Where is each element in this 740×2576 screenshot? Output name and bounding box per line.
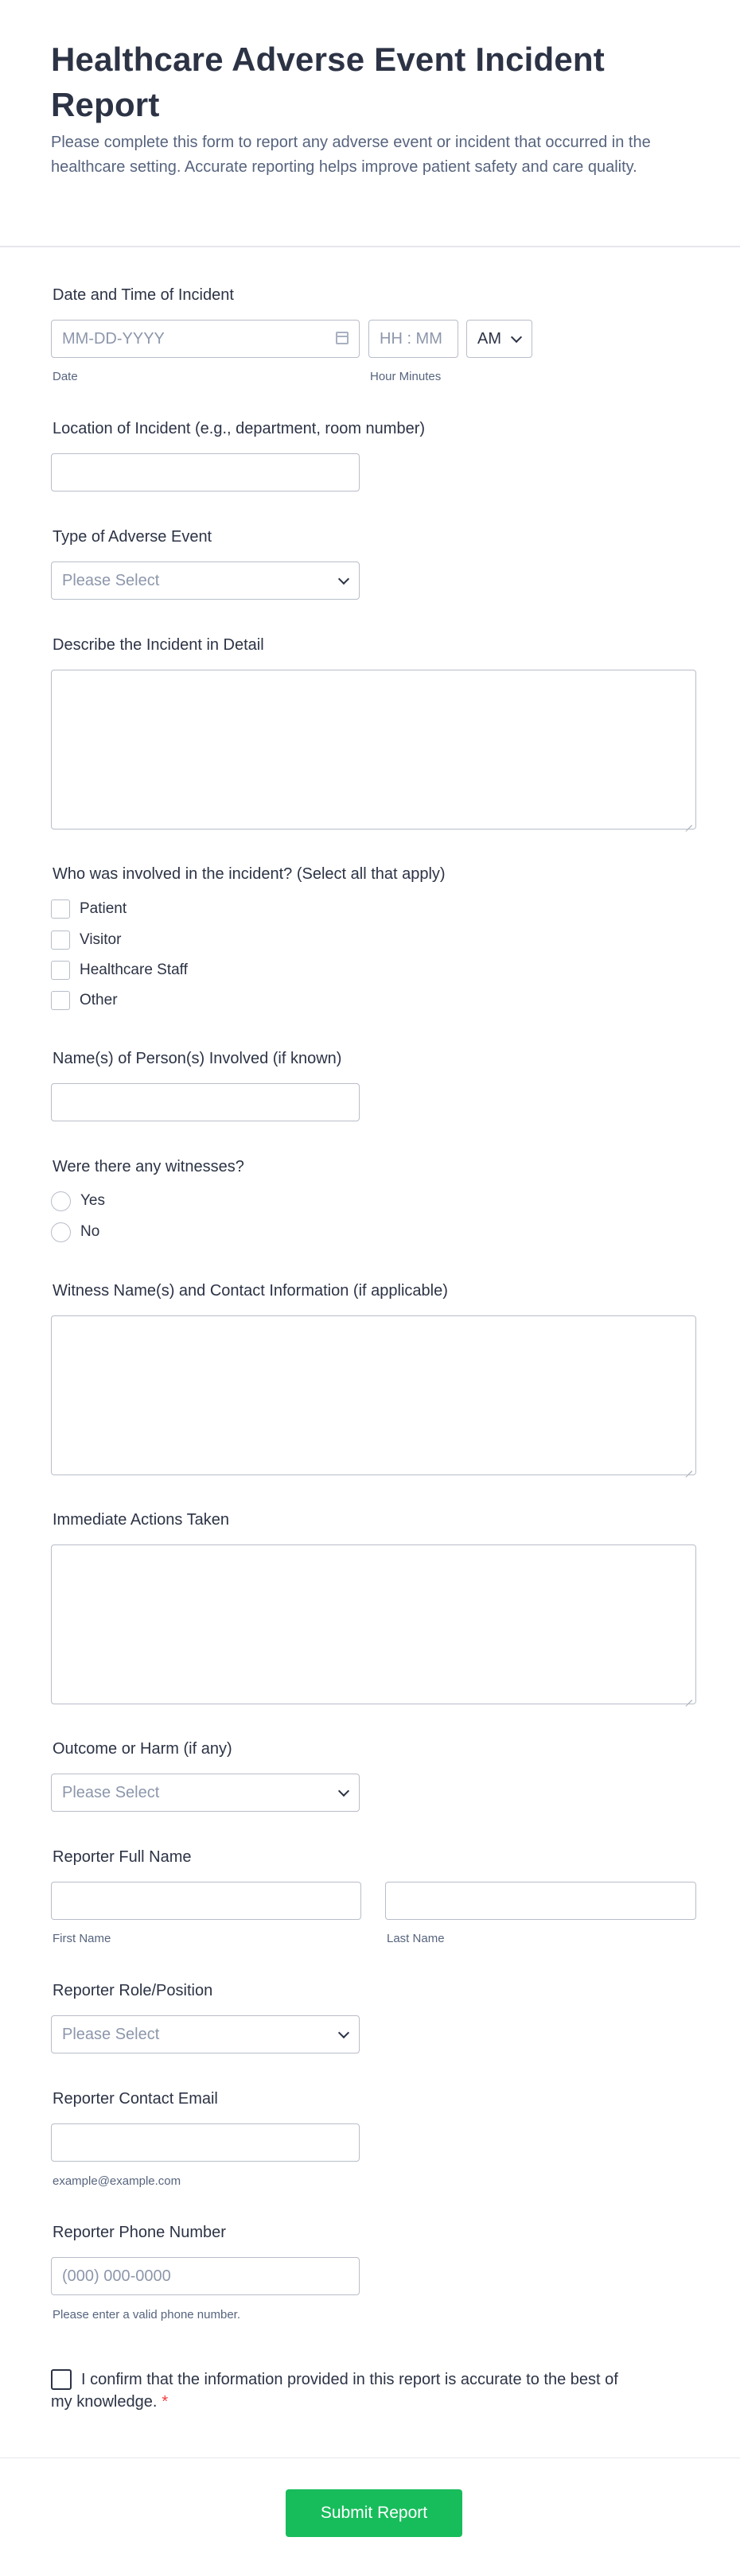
phone-sublabel: Please enter a valid phone number. bbox=[53, 2308, 240, 2322]
date-sublabel: Date bbox=[53, 370, 78, 383]
description-textarea[interactable] bbox=[51, 670, 696, 830]
checkbox[interactable] bbox=[51, 961, 70, 980]
outcome-select[interactable] bbox=[51, 1774, 360, 1812]
witness-option-yes[interactable] bbox=[51, 1191, 105, 1211]
chevron-down-icon bbox=[338, 1785, 349, 1797]
option-label: Yes bbox=[80, 1192, 105, 1209]
reporter-phone-label: Reporter Phone Number bbox=[53, 2224, 226, 2241]
checkbox[interactable] bbox=[51, 991, 70, 1010]
incident-time-input[interactable] bbox=[368, 320, 458, 358]
resize-grip-icon[interactable] bbox=[686, 1465, 692, 1471]
reporter-role-select[interactable] bbox=[51, 2015, 360, 2053]
witness-info-textarea[interactable] bbox=[51, 1315, 696, 1475]
chevron-down-icon bbox=[338, 2027, 349, 2038]
involved-option[interactable] bbox=[51, 960, 188, 981]
submit-button[interactable]: Submit Report bbox=[286, 2489, 462, 2537]
confirmation-label bbox=[51, 2368, 624, 2413]
reporter-role-label: Reporter Role/Position bbox=[53, 1982, 213, 1999]
calendar-icon[interactable] bbox=[336, 332, 349, 344]
involved-option[interactable] bbox=[51, 930, 121, 950]
involved-option[interactable] bbox=[51, 990, 118, 1011]
first-name-input[interactable] bbox=[51, 1882, 361, 1920]
witness-option-no[interactable] bbox=[51, 1222, 99, 1242]
radio-button[interactable] bbox=[51, 1191, 71, 1211]
phone-placeholder: (000) 000-0000 bbox=[62, 2267, 171, 2285]
witnesses-label: Were there any witnesses? bbox=[53, 1158, 244, 1175]
event-type-label: Type of Adverse Event bbox=[53, 528, 212, 546]
email-sublabel: example@example.com bbox=[53, 2174, 181, 2188]
footer-divider bbox=[0, 2457, 740, 2458]
page-title: Healthcare Adverse Event Incident Report bbox=[51, 41, 605, 123]
reporter-email-input[interactable] bbox=[51, 2123, 360, 2162]
option-label: Visitor bbox=[80, 931, 122, 948]
persons-involved-label: Name(s) of Person(s) Involved (if known) bbox=[53, 1050, 342, 1067]
event-type-placeholder: Please Select bbox=[62, 571, 160, 589]
ampm-value: AM bbox=[477, 329, 501, 348]
ampm-select[interactable] bbox=[466, 320, 532, 358]
event-type-select[interactable] bbox=[51, 561, 360, 600]
form-header bbox=[0, 0, 740, 247]
outcome-label: Outcome or Harm (if any) bbox=[53, 1740, 232, 1758]
date-placeholder: MM-DD-YYYY bbox=[62, 329, 165, 348]
involved-option[interactable] bbox=[51, 899, 127, 919]
option-label: Patient bbox=[80, 900, 127, 917]
checkbox[interactable] bbox=[51, 899, 70, 919]
chevron-down-icon bbox=[338, 573, 349, 585]
option-label: Other bbox=[80, 992, 118, 1008]
confirmation-text: I confirm that the information provided in this report is accurate to the best of my knowledge. bbox=[51, 2371, 618, 2411]
reporter-phone-input[interactable] bbox=[51, 2257, 360, 2295]
reporter-role-placeholder: Please Select bbox=[62, 2025, 160, 2043]
resize-grip-icon[interactable] bbox=[686, 1694, 692, 1700]
persons-involved-input[interactable] bbox=[51, 1083, 360, 1121]
reporter-name-label: Reporter Full Name bbox=[53, 1848, 192, 1866]
resize-grip-icon[interactable] bbox=[686, 819, 692, 826]
involved-label: Who was involved in the incident? (Select all that apply) bbox=[53, 865, 446, 883]
actions-textarea[interactable] bbox=[51, 1544, 696, 1704]
first-name-sublabel: First Name bbox=[53, 1932, 111, 1945]
outcome-placeholder: Please Select bbox=[62, 1783, 160, 1801]
option-label: Healthcare Staff bbox=[80, 962, 188, 978]
incident-date-input[interactable] bbox=[51, 320, 360, 358]
time-sublabel: Hour Minutes bbox=[370, 370, 442, 383]
last-name-input[interactable] bbox=[385, 1882, 696, 1920]
actions-label: Immediate Actions Taken bbox=[53, 1511, 229, 1529]
last-name-sublabel: Last Name bbox=[387, 1932, 445, 1945]
option-label: No bbox=[80, 1223, 100, 1240]
location-label: Location of Incident (e.g., department, room number) bbox=[53, 420, 426, 437]
radio-button[interactable] bbox=[51, 1222, 71, 1242]
incident-datetime-label: Date and Time of Incident bbox=[53, 286, 234, 304]
reporter-email-label: Reporter Contact Email bbox=[53, 2090, 218, 2108]
time-placeholder: HH : MM bbox=[380, 329, 442, 348]
witness-info-label: Witness Name(s) and Contact Information (if applicable) bbox=[53, 1282, 448, 1300]
description-label: Describe the Incident in Detail bbox=[53, 636, 264, 654]
required-mark: * bbox=[162, 2393, 169, 2411]
checkbox[interactable] bbox=[51, 931, 70, 950]
confirmation-checkbox[interactable] bbox=[51, 2369, 72, 2390]
chevron-down-icon bbox=[511, 332, 522, 343]
page-description: Please complete this form to report any adverse event or incident that occurred in the healthcare setting. Accurate reporting helps improve patient safety and care quality. bbox=[51, 134, 651, 176]
location-input[interactable] bbox=[51, 453, 360, 491]
